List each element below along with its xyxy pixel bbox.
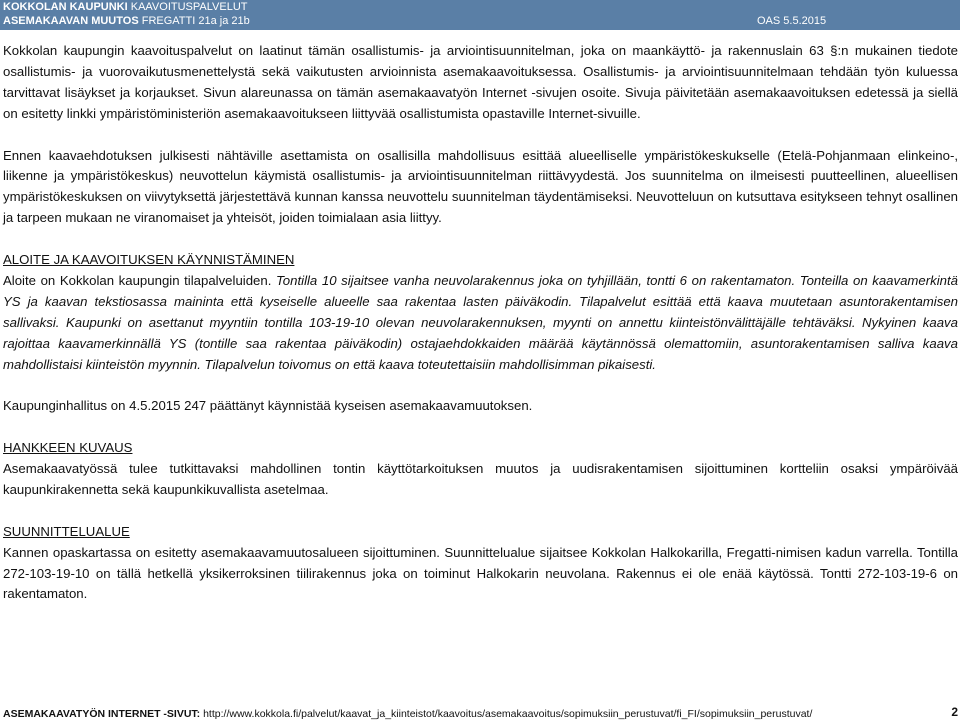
- intro-paragraph-2: Ennen kaavaehdotuksen julkisesti nähtäville asettamista on osallisilla mahdollisuus esittää alueelliselle ympäristökeskukselle (Etelä-Pohjanmaan elinkeino-, liikenne ja ympäristökeskus) neuvottelun käymistä osallistumis- ja arviointisuunnitelman riittävyydestä. Jos suunnitelma on ilmeisesti puutteellinen, alueellisen ympäristökeskuksen on viivytyksettä järjestettävä kunnan kanssa neuvottelu suunnitelman täydentämiseksi. Neuvotteluun on kutsuttava esitykseen tehnyt osallinen ja tarpeen mukaan ne viranomaiset ja yhteisöt, joiden toimialaan asia liittyy.: [3, 147, 958, 226]
- page-number: 2: [951, 705, 958, 719]
- header-date: OAS 5.5.2015: [757, 15, 827, 27]
- aloite-text-italic: Tontilla 10 sijaitsee vanha neuvolarakennus joka on tyhjillään, tontti 6 on rakentamaton. Tonteilla on kaavamerkintä YS ja kaavan tekstiosassa maininta että kyseiselle alueelle saa rakentaa lasten päiväkodin. Tilapalvelut esittää että kaava muutetaan asuntorakentamisen sallivaksi. Kaupunki on asettanut myyntiin tontilla 103-19-10 olevan neuvolarakennuksen, myynti on annettu kiinteistönvälittäjälle tehtäväksi. Nykyinen kaava rajoittaa kaavamerkinnällä YS (tontille saa rakentaa päiväkodin) ostajaehdokkaiden määrää käytännössä olemattomiin, asuntorakentamisen salliva kaava mahdollistaisi kiinteistön myynnin. Tilapalvelun toivomus on että kaava toteutettaisiin mahdollisimman pikaisesti.: [3, 272, 958, 372]
- hanke-heading: HANKKEEN KUVAUS: [3, 440, 133, 456]
- header-organization: [3, 1, 248, 13]
- intro-paragraph-1: Kokkolan kaupungin kaavoituspalvelut on laatinut tämän osallistumis- ja arviointisuunnitelman, joka on maankäyttö- ja rakennuslain 63 §:n mukainen tiedote osallistumis- ja vuorovaikutusmenettelystä sekä vaikutusten arvioinnista asemakaavoituksessa. Osallistumis- ja arviointisuunnitelmaan tehdään työn kuluessa tarvittavat lisäykset ja korjaukset. Sivun alareunassa on tämän asemakaavatyön Internet -sivujen osoite. Sivuja päivitetään asemakaavoituksen edetessä ja siellä on esitetty linkki ympäristöministeriön asemakaavoitukseen liittyvää osallistumista opastaville Internet-sivuille.: [3, 43, 958, 121]
- hanke-paragraph: Asemakaavatyössä tulee tutkittavaksi mahdollinen tontin käyttötarkoituksen muutos ja uudisrakentamisen sijoittuminen kortteliin osaksi ympäröivää kaupunkirakennetta sekä kaupunkikuvallista asetelmaa.: [3, 461, 958, 497]
- aloite-paragraph: [3, 271, 958, 376]
- document-header: [0, 0, 960, 30]
- document-body: [3, 41, 958, 605]
- alue-paragraph: Kannen opaskartassa on esitetty asemakaavamuutosalueen sijoittuminen. Suunnittelualue sijaitsee Kokkolan Halkokarilla, Fregatti-nimisen kadun varrella. Tontilla 272-103-19-10 on tällä hetkellä yksikerroksinen tiilirakennus joka on toiminut Halkokarin neuvolana. Rakennus ei ole enää käytössä. Tontti 272-103-19-6 on rakentamaton.: [3, 544, 958, 602]
- header-title: [3, 15, 250, 27]
- header-org-rest: KAAVOITUSPALVELUT: [130, 1, 248, 13]
- header-title-bold: ASEMAKAAVAN MUUTOS: [3, 15, 139, 27]
- aloite-heading: ALOITE JA KAAVOITUKSEN KÄYNNISTÄMINEN: [3, 252, 295, 268]
- alue-heading: SUUNNITTELUALUE: [3, 523, 130, 539]
- decision-paragraph: Kaupunginhallitus on 4.5.2015 247 päättänyt käynnistää kyseisen asemakaavamuutoksen.: [3, 398, 533, 414]
- header-org-bold: KOKKOLAN KAUPUNKI: [3, 1, 128, 13]
- aloite-text-plain: Aloite on Kokkolan kaupungin tilapalveluiden.: [3, 272, 272, 288]
- document-footer: [3, 708, 958, 720]
- footer-url[interactable]: http://www.kokkola.fi/palvelut/kaavat_ja_kiinteistot/kaavoitus/asemakaavoitus/sopimuksiin_perustuvat/fi_FI/sopimuksiin_perustuvat/: [203, 708, 813, 720]
- footer-label: ASEMAKAAVATYÖN INTERNET -SIVUT:: [3, 708, 201, 720]
- header-title-rest: FREGATTI 21a ja 21b: [141, 15, 250, 27]
